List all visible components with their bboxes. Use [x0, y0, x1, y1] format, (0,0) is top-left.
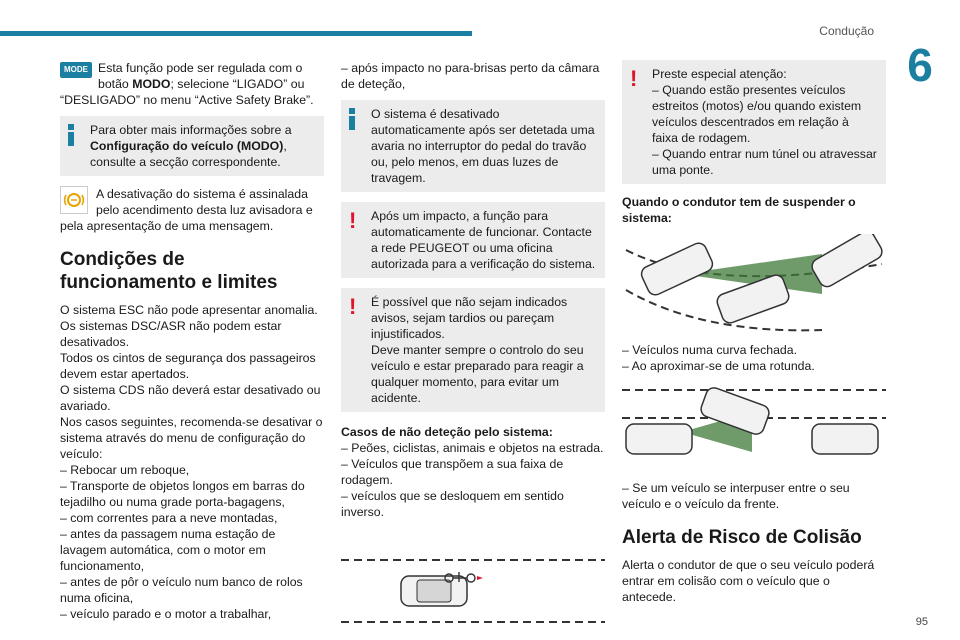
info-icon: [347, 108, 357, 130]
warning-box: ! Preste especial atenção: – Quando estão presentes veículos estreitos (motos) e/ou quando existem veículos descentrados em relação à faixa de rodagem. – Quando entrar num túnel ou atravessar uma ponte.: [622, 60, 886, 184]
list-item: – com correntes para a neve montadas,: [60, 511, 278, 525]
info-box: Para obter mais informações sobre a Configuração do veículo (MODO), consulte a secção correspondente.: [60, 116, 324, 176]
info-box: O sistema é desativado automaticamente após ser detetada uma avaria no interruptor do pedal do travão ou, pelo menos, em duas luzes de travagem.: [341, 100, 605, 192]
column-2: [341, 60, 605, 638]
warning-box: ! É possível que não sejam indicados avisos, sejam tardios ou pareçam injustificados. Deve manter sempre o controlo do seu veículo e estar preparado para reagir a qualquer momento, para evitar um acidente.: [341, 288, 605, 412]
cyclist-illustration: [341, 550, 605, 630]
mode-note: MODE Esta função pode ser regulada com o botão MODO; selecione “LIGADO” ou “DESLIGADO” no menu “Active Safety Brake”.: [60, 61, 314, 107]
list-item: – Transporte de objetos longos em barras do tejadilho ou numa grade porta-bagagens,: [60, 479, 305, 509]
list-item: – antes de pôr o veículo num banco de rolos numa oficina,: [60, 575, 303, 605]
list-item: O sistema ESC não pode apresentar anomalia.: [60, 303, 318, 317]
cut-in-text: – Se um veículo se interpuser entre o seu veículo e o veículo da frente.: [622, 481, 850, 511]
list-item: – Veículos que transpõem a sua faixa de rodagem.: [341, 457, 564, 487]
section-heading: Condições de funcionamento e limites: [60, 249, 278, 293]
intro-text: – após impacto no para-brisas perto da câmara de deteção,: [341, 61, 600, 91]
list-item: Todos os cintos de segurança dos passageiros devem estar apertados.: [60, 351, 316, 381]
header-bar: [0, 31, 472, 36]
cut-in-illustration: [622, 382, 886, 472]
list-item: – Rebocar um reboque,: [60, 463, 190, 477]
warning-box: ! Após um impacto, a função para automaticamente de funcionar. Contacte a rede PEUGEOT ou uma oficina autorizada para a verificação do sistema.: [341, 202, 605, 278]
list-item: – Ao aproximar-se de uma rotunda.: [622, 359, 815, 373]
column-1: [60, 60, 324, 622]
chapter-number: 6: [907, 39, 933, 91]
warning-lamp-note: A desativação do sistema é assinalada pelo acendimento desta luz avisadora e pela apresentação de uma mensagem.: [60, 187, 313, 233]
subtitle: Quando o condutor tem de suspender o sistema:: [622, 195, 856, 225]
page-number: 95: [915, 616, 928, 628]
info-icon: [66, 124, 76, 146]
list-item: – antes da passagem numa estação de lavagem automática, com o motor em funcionamento,: [60, 527, 276, 573]
curve-illustration: [622, 234, 886, 334]
section-heading: Alerta de Risco de Colisão: [622, 527, 862, 548]
list-item: Os sistemas DSC/ASR não podem estar desativados.: [60, 319, 282, 349]
list-item: Nos casos seguintes, recomenda-se desativar o sistema através do menu de configuração do veículo:: [60, 415, 323, 461]
list-item: – Peões, ciclistas, animais e objetos na estrada.: [341, 441, 604, 455]
suspend-list: [622, 342, 886, 374]
conditions-list: [60, 302, 324, 622]
cases-title: Casos de não deteção pelo sistema:: [341, 425, 553, 439]
list-item: O sistema CDS não deverá estar desativado ou avariado.: [60, 383, 321, 413]
warning-icon: !: [630, 66, 638, 91]
section-title: Condução: [819, 24, 874, 38]
section-intro: Alerta o condutor de que o seu veículo poderá entrar em colisão com o veículo que o antecede.: [622, 558, 875, 604]
mode-button-icon: MODE: [60, 62, 92, 78]
cases-list: [341, 440, 605, 520]
list-item: – veículo parado e o motor a trabalhar,: [60, 607, 272, 621]
list-item: – Veículos numa curva fechada.: [622, 343, 797, 357]
brake-warning-lamp-icon: [60, 186, 88, 214]
list-item: – veículos que se desloquem em sentido inverso.: [341, 489, 564, 519]
column-3: [622, 60, 886, 613]
warning-icon: !: [349, 208, 357, 233]
warning-icon: !: [349, 294, 357, 319]
